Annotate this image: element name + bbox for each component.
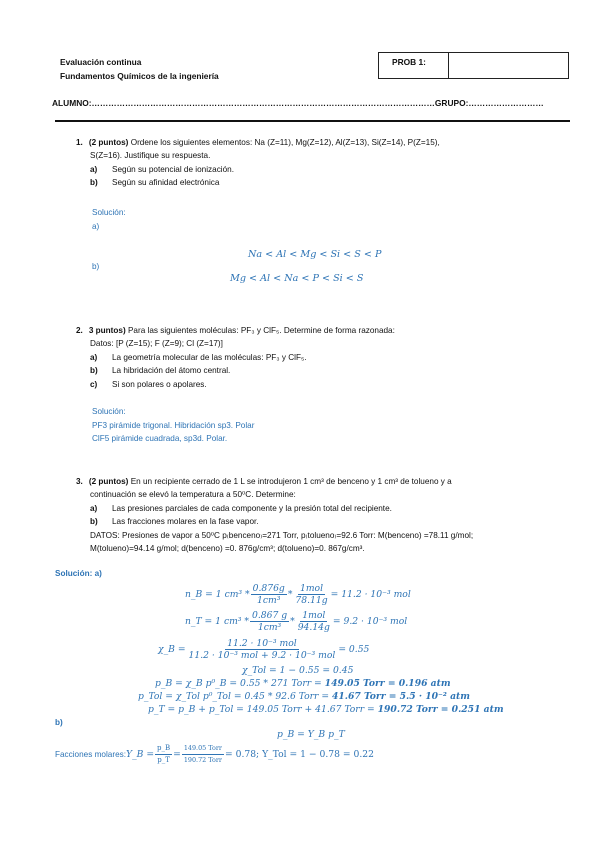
eq5-a: p_B = χ_B p⁰_B = 0.55 * 271 Torr =: [155, 678, 325, 689]
q1-text: Ordene los siguientes elementos: Na (Z=11), Mg(Z=12), Al(Z=13), Si(Z=14), P(Z=15),: [128, 138, 440, 147]
eq7-a: p_T = p_B + p_Tol = 149.05 Torr + 41.67 Torr =: [148, 704, 378, 715]
q2-solution-label: Solución:: [92, 407, 126, 416]
q2-a-key: a): [90, 352, 98, 362]
subject-label: Fundamentos Químicos de la ingeniería: [60, 71, 219, 81]
q3-number: 3.: [76, 477, 83, 486]
equation-pb: [155, 678, 451, 689]
q2-c: Si son polares o apolares.: [112, 379, 207, 389]
equation-pt: [148, 704, 504, 715]
eq1-rhs: = 11.2 · 10⁻³ mol: [330, 589, 411, 600]
eq9-f1-num: p_B: [155, 743, 172, 755]
q2-a: La geometría molecular de las moléculas: PF₃ y ClF₅.: [112, 352, 307, 362]
eq1-lhs: n_B = 1 cm³ *: [185, 589, 250, 600]
q3-b: Las fracciones molares en la fase vapor.: [112, 517, 259, 527]
q3-solution-label: Solución: a): [55, 569, 102, 578]
eq2-f1-den: 1cm³: [257, 622, 282, 633]
question-3: [76, 475, 576, 555]
eq9-frac-1: [155, 743, 172, 766]
course-label: Evaluación continua: [60, 57, 142, 67]
q2-b: La hibridación del átomo central.: [112, 366, 231, 376]
eq2-f2-den: 94.14g: [297, 622, 330, 633]
q1-solution-label: Solución:: [92, 208, 126, 217]
eq2-rhs: = 9.2 · 10⁻³ mol: [332, 616, 408, 627]
q2-solution-2: ClF5 pirámide cuadrada, sp3d. Polar.: [92, 434, 228, 443]
eq1-f2-num: 1mol: [299, 583, 324, 594]
molar-fractions-label: Facciones molares:: [55, 750, 126, 759]
q3-sol-b-key: b): [55, 718, 63, 727]
eq1-f1-num: 0.876g: [252, 583, 285, 594]
student-line: ALUMNO:……………………………………………………………………………………………………………GRUPO:………………………: [52, 98, 544, 108]
q2-number: 2.: [76, 326, 83, 335]
eq3-num: 11.2 · 10⁻³ mol: [227, 638, 297, 649]
eq6-a: p_Tol = χ_Tol p⁰_Tol = 0.45 * 92.6 Torr =: [138, 691, 332, 702]
eq1-frac-2: [293, 583, 329, 606]
q1-number: 1.: [76, 138, 83, 147]
q1-a-key: a): [90, 164, 98, 174]
equation-pb-yb: p_B = Y_B p_T: [277, 729, 345, 740]
eq2-f1-num: 0.867 g: [252, 610, 288, 621]
equation-nt: n_T = 1 cm³ * $\frac{0.867 g}{\text{1cm³}}$ * $\frac{\text{1mol}}{94.14g}$ = 9.2 · 10⁻³ mol: [185, 610, 408, 633]
q3-b-key: b): [90, 517, 98, 527]
q1-points: (2 puntos): [88, 138, 129, 147]
q1-text2: S(Z=16). Justifique su respuesta.: [90, 151, 211, 161]
eq2-f2-num: 1mol: [302, 610, 326, 621]
q2-solution-1: PF3 pirámide trigonal. Hibridación sp3. Polar: [92, 421, 255, 430]
q2-b-key: b): [90, 366, 98, 376]
question-2: [76, 324, 576, 391]
eq9-f1-den: p_T: [157, 756, 170, 764]
q1-answer-b: Mg < Al < Na < P < Si < S: [230, 273, 364, 284]
prob-box: [378, 52, 569, 79]
q2-points: 3 puntos): [88, 326, 126, 335]
eq3-rhs: = 0.55: [338, 644, 370, 655]
eq9-rhs: = 0.78; Y_Tol = 1 − 0.78 = 0.22: [224, 749, 374, 760]
eq3-frac: [187, 638, 338, 661]
q3-a-key: a): [90, 503, 98, 513]
eq6-b: 41.67 Torr = 5.5 · 10⁻² atm: [331, 691, 470, 702]
eq2-lhs: n_T = 1 cm³ *: [185, 616, 249, 627]
q3-datos-1: DATOS: Presiones de vapor a 50⁰C p₍benceno₎=271 Torr, p₍tolueno₎=92.6 Torr: M(benceno) =78.11 g/mol;: [90, 530, 474, 540]
q2-text: Para las siguientes moléculas: PF₃ y ClF₅. Determine de forma razonada:: [125, 326, 395, 335]
eq9-f2-den: 190.72 Torr: [183, 756, 222, 764]
equation-ptol: [138, 691, 470, 702]
equation-chi-b: [158, 638, 369, 661]
q2-c-key: c): [90, 379, 98, 389]
eq2-frac-2: [296, 610, 332, 633]
header-rule: [55, 120, 570, 122]
q1-b: Según su afinidad electrónica: [112, 178, 220, 188]
eq5-b: 149.05 Torr = 0.196 atm: [324, 678, 451, 689]
q3-text: En un recipiente cerrado de 1 L se introdujeron 1 cm³ de benceno y 1 cm³ de tolueno y a: [128, 477, 452, 486]
q1-b-key: b): [90, 178, 98, 188]
equation-nb: n_B = 1 cm³ * $\frac{0.876g}{\text{1cm³}}$ * $\frac{\text{1mol}}{78.11g}$ = 11.2 · 10⁻³ mol: [185, 583, 411, 606]
q3-text2: continuación se elevó la temperatura a 50⁰C. Determine:: [90, 490, 296, 500]
eq1-frac-1: [251, 583, 287, 606]
q3-points: (2 puntos): [88, 477, 129, 486]
prob-label: PROB 1:: [379, 53, 449, 78]
q1-answer-a: Na < Al < Mg < Si < S < P: [248, 249, 382, 260]
q2-datos: Datos: [P (Z=15); F (Z=9); Cl (Z=17)]: [90, 339, 223, 349]
q3-datos-2: M(tolueno)=94.14 g/mol; d(benceno) =0. 876g/cm³; d(tolueno)=0. 867g/cm³.: [90, 544, 365, 554]
eq9-f2-num: 149.05 Torr: [182, 743, 224, 755]
eq1-f2-den: 78.11g: [295, 595, 328, 606]
equation-chi-tol: χ_Tol = 1 − 0.55 = 0.45: [242, 665, 354, 676]
eq9-mid: =: [173, 749, 181, 760]
eq3-lhs: χ_B =: [158, 644, 186, 655]
question-1: [76, 136, 576, 190]
eq9-frac-2: [182, 743, 224, 766]
eq3-den: 11.2 · 10⁻³ mol + 9.2 · 10⁻³ mol: [188, 650, 336, 661]
q1-a: Según su potencial de ionización.: [112, 164, 234, 174]
equation-molar-fractions: [55, 743, 374, 766]
eq9-lhs: Y_B =: [126, 749, 155, 760]
q3-a: Las presiones parciales de cada componente y la presión total del recipiente.: [112, 503, 392, 513]
q1-sol-a-key: a): [92, 222, 100, 231]
eq1-f1-den: 1cm³: [257, 595, 281, 606]
q1-sol-b-key: b): [92, 262, 100, 271]
eq7-b: 190.72 Torr = 0.251 atm: [377, 704, 504, 715]
eq2-frac-1: [250, 610, 289, 633]
